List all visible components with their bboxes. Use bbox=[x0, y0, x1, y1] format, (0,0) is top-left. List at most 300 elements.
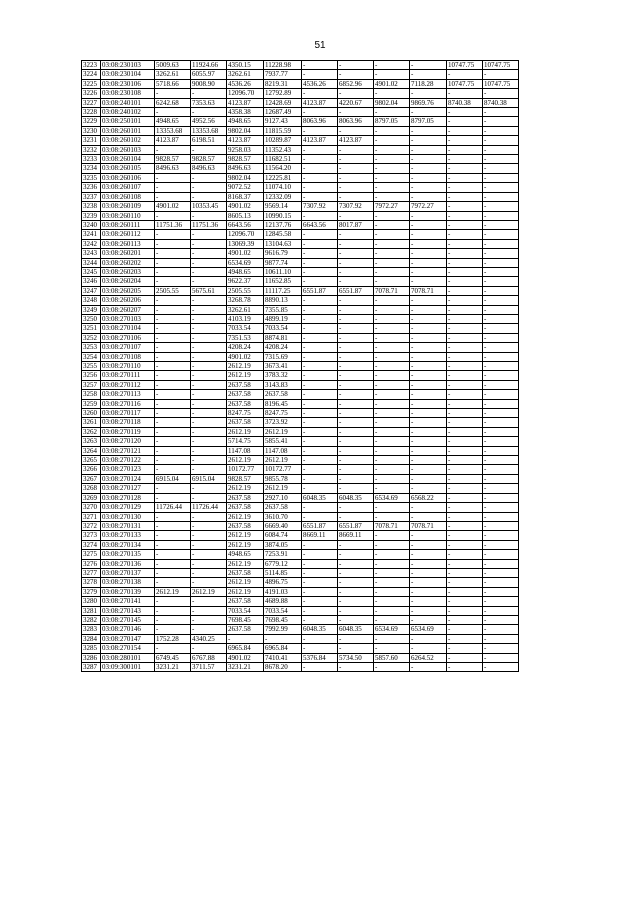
value-cell: - bbox=[155, 108, 191, 117]
value-cell: - bbox=[191, 568, 227, 577]
row-index-cell: 3243 bbox=[82, 249, 101, 258]
value-cell: 11682.51 bbox=[264, 155, 302, 164]
value-cell: - bbox=[191, 89, 227, 98]
table-row bbox=[82, 597, 519, 606]
value-cell: - bbox=[483, 474, 519, 483]
value-cell: - bbox=[374, 399, 410, 408]
value-cell: - bbox=[447, 653, 483, 662]
value-cell: 6915.04 bbox=[155, 474, 191, 483]
value-cell: 9258.03 bbox=[227, 145, 264, 154]
row-index-cell: 3275 bbox=[82, 550, 101, 559]
row-index-cell: 3257 bbox=[82, 380, 101, 389]
value-cell: 4536.26 bbox=[302, 79, 338, 88]
value-cell: 10172.77 bbox=[264, 465, 302, 474]
row-index-cell: 3287 bbox=[82, 663, 101, 672]
value-cell: - bbox=[447, 333, 483, 342]
table-row bbox=[82, 239, 519, 248]
value-cell: 1752.28 bbox=[155, 634, 191, 643]
table-row bbox=[82, 587, 519, 596]
value-cell: - bbox=[191, 314, 227, 323]
value-cell: - bbox=[447, 521, 483, 530]
value-cell: - bbox=[155, 380, 191, 389]
value-cell: - bbox=[338, 568, 374, 577]
row-index-cell: 3269 bbox=[82, 493, 101, 502]
value-cell: - bbox=[302, 634, 338, 643]
value-cell: - bbox=[302, 371, 338, 380]
table-body bbox=[82, 61, 519, 672]
value-cell: - bbox=[191, 267, 227, 276]
value-cell: 2612.19 bbox=[155, 587, 191, 596]
code-cell: 03:08:260110 bbox=[101, 211, 155, 220]
value-cell: - bbox=[483, 409, 519, 418]
value-cell: - bbox=[483, 211, 519, 220]
value-cell: - bbox=[374, 173, 410, 182]
value-cell: - bbox=[447, 578, 483, 587]
code-cell: 03:08:260203 bbox=[101, 267, 155, 276]
value-cell: 2612.19 bbox=[227, 559, 264, 568]
value-cell: - bbox=[374, 267, 410, 276]
value-cell: 6534.69 bbox=[410, 625, 447, 634]
value-cell: 3231.21 bbox=[155, 663, 191, 672]
value-cell: - bbox=[447, 380, 483, 389]
value-cell: 12332.09 bbox=[264, 192, 302, 201]
value-cell: - bbox=[302, 503, 338, 512]
table-row bbox=[82, 521, 519, 530]
value-cell: - bbox=[338, 634, 374, 643]
value-cell: - bbox=[155, 568, 191, 577]
code-cell: 03:08:270123 bbox=[101, 465, 155, 474]
table-row bbox=[82, 305, 519, 314]
value-cell: - bbox=[410, 230, 447, 239]
value-cell: 7033.54 bbox=[227, 324, 264, 333]
code-cell: 03:08:270127 bbox=[101, 484, 155, 493]
value-cell: - bbox=[155, 484, 191, 493]
value-cell: 5675.61 bbox=[191, 286, 227, 295]
value-cell: 9616.79 bbox=[264, 249, 302, 258]
value-cell: - bbox=[302, 474, 338, 483]
value-cell: - bbox=[374, 540, 410, 549]
value-cell: - bbox=[483, 418, 519, 427]
value-cell: - bbox=[374, 239, 410, 248]
row-index-cell: 3249 bbox=[82, 305, 101, 314]
value-cell: 8168.37 bbox=[227, 192, 264, 201]
table-row bbox=[82, 456, 519, 465]
code-cell: 03:08:270128 bbox=[101, 493, 155, 502]
row-index-cell: 3250 bbox=[82, 314, 101, 323]
value-cell: - bbox=[483, 192, 519, 201]
value-cell: - bbox=[483, 568, 519, 577]
value-cell: 9877.74 bbox=[264, 258, 302, 267]
value-cell: 2612.19 bbox=[264, 427, 302, 436]
code-cell: 03:08:270130 bbox=[101, 512, 155, 521]
value-cell: 10747.75 bbox=[447, 79, 483, 88]
row-index-cell: 3246 bbox=[82, 277, 101, 286]
code-cell: 03:08:270113 bbox=[101, 390, 155, 399]
value-cell: - bbox=[302, 578, 338, 587]
code-cell: 03:08:230106 bbox=[101, 79, 155, 88]
value-cell: 13353.68 bbox=[191, 126, 227, 135]
value-cell: - bbox=[374, 362, 410, 371]
value-cell: - bbox=[374, 305, 410, 314]
value-cell: 2612.19 bbox=[264, 484, 302, 493]
code-cell: 03:08:270106 bbox=[101, 333, 155, 342]
value-cell: - bbox=[155, 258, 191, 267]
value-cell: 5855.41 bbox=[264, 437, 302, 446]
value-cell: - bbox=[447, 418, 483, 427]
value-cell: - bbox=[338, 258, 374, 267]
value-cell: - bbox=[155, 559, 191, 568]
row-index-cell: 3261 bbox=[82, 418, 101, 427]
value-cell: - bbox=[338, 296, 374, 305]
value-cell: - bbox=[374, 352, 410, 361]
value-cell: 9828.57 bbox=[227, 155, 264, 164]
value-cell: - bbox=[410, 540, 447, 549]
value-cell: 2612.19 bbox=[227, 512, 264, 521]
value-cell: - bbox=[447, 437, 483, 446]
value-cell: 2612.19 bbox=[227, 484, 264, 493]
value-cell: - bbox=[410, 89, 447, 98]
value-cell: - bbox=[374, 578, 410, 587]
value-cell: - bbox=[483, 314, 519, 323]
row-index-cell: 3281 bbox=[82, 606, 101, 615]
value-cell: - bbox=[374, 136, 410, 145]
value-cell: - bbox=[338, 305, 374, 314]
value-cell: - bbox=[191, 239, 227, 248]
value-cell: - bbox=[338, 644, 374, 653]
value-cell: 9828.57 bbox=[227, 474, 264, 483]
code-cell: 03:08:270146 bbox=[101, 625, 155, 634]
value-cell: - bbox=[410, 587, 447, 596]
value-cell: - bbox=[410, 108, 447, 117]
value-cell: - bbox=[447, 108, 483, 117]
value-cell: - bbox=[338, 503, 374, 512]
value-cell: - bbox=[191, 493, 227, 502]
value-cell: - bbox=[374, 390, 410, 399]
value-cell: 12428.69 bbox=[264, 98, 302, 107]
value-cell: - bbox=[483, 437, 519, 446]
value-cell: 1147.08 bbox=[264, 446, 302, 455]
value-cell: - bbox=[302, 663, 338, 672]
value-cell: 9828.57 bbox=[155, 155, 191, 164]
row-index-cell: 3234 bbox=[82, 164, 101, 173]
value-cell: - bbox=[191, 550, 227, 559]
row-index-cell: 3260 bbox=[82, 409, 101, 418]
value-cell: - bbox=[483, 531, 519, 540]
value-cell: 11074.10 bbox=[264, 183, 302, 192]
value-cell: - bbox=[338, 164, 374, 173]
table-row bbox=[82, 446, 519, 455]
value-cell: - bbox=[374, 446, 410, 455]
value-cell: - bbox=[155, 89, 191, 98]
value-cell: 4123.87 bbox=[338, 136, 374, 145]
value-cell: - bbox=[447, 277, 483, 286]
value-cell: - bbox=[374, 371, 410, 380]
value-cell: - bbox=[155, 446, 191, 455]
row-index-cell: 3251 bbox=[82, 324, 101, 333]
table-row bbox=[82, 634, 519, 643]
value-cell: 2612.19 bbox=[227, 587, 264, 596]
value-cell: - bbox=[302, 606, 338, 615]
value-cell: - bbox=[302, 380, 338, 389]
row-index-cell: 3223 bbox=[82, 61, 101, 70]
value-cell: 6852.96 bbox=[338, 79, 374, 88]
table-row bbox=[82, 568, 519, 577]
value-cell: - bbox=[447, 145, 483, 154]
value-cell: - bbox=[410, 220, 447, 229]
value-cell: - bbox=[338, 155, 374, 164]
value-cell: - bbox=[374, 615, 410, 624]
value-cell: - bbox=[410, 296, 447, 305]
value-cell: - bbox=[410, 503, 447, 512]
value-cell: - bbox=[483, 164, 519, 173]
value-cell: - bbox=[302, 305, 338, 314]
value-cell: - bbox=[410, 173, 447, 182]
value-cell: - bbox=[338, 399, 374, 408]
value-cell: 11751.36 bbox=[155, 220, 191, 229]
code-cell: 03:08:270134 bbox=[101, 540, 155, 549]
value-cell: - bbox=[302, 267, 338, 276]
value-cell: - bbox=[447, 568, 483, 577]
table-row bbox=[82, 145, 519, 154]
value-cell: - bbox=[155, 296, 191, 305]
table-row bbox=[82, 663, 519, 672]
row-index-cell: 3263 bbox=[82, 437, 101, 446]
value-cell: - bbox=[191, 183, 227, 192]
value-cell: 4896.75 bbox=[264, 578, 302, 587]
row-index-cell: 3237 bbox=[82, 192, 101, 201]
value-cell: 8605.13 bbox=[227, 211, 264, 220]
row-index-cell: 3229 bbox=[82, 117, 101, 126]
value-cell: 4208.24 bbox=[227, 343, 264, 352]
value-cell: 10172.77 bbox=[227, 465, 264, 474]
value-cell: - bbox=[338, 465, 374, 474]
value-cell: - bbox=[302, 249, 338, 258]
table-row bbox=[82, 183, 519, 192]
table-row bbox=[82, 192, 519, 201]
value-cell: 4103.19 bbox=[227, 314, 264, 323]
value-cell: - bbox=[447, 343, 483, 352]
value-cell: - bbox=[338, 456, 374, 465]
value-cell: 9855.78 bbox=[264, 474, 302, 483]
value-cell: - bbox=[302, 615, 338, 624]
table-row bbox=[82, 108, 519, 117]
value-cell: 6915.04 bbox=[191, 474, 227, 483]
row-index-cell: 3270 bbox=[82, 503, 101, 512]
value-cell: - bbox=[155, 437, 191, 446]
row-index-cell: 3227 bbox=[82, 98, 101, 107]
value-cell: - bbox=[338, 324, 374, 333]
value-cell: 12792.89 bbox=[264, 89, 302, 98]
value-cell: 10747.75 bbox=[447, 61, 483, 70]
value-cell: 4901.02 bbox=[155, 202, 191, 211]
value-cell: - bbox=[483, 126, 519, 135]
value-cell: - bbox=[302, 550, 338, 559]
value-cell: - bbox=[447, 644, 483, 653]
value-cell: 10747.75 bbox=[483, 61, 519, 70]
value-cell: - bbox=[483, 108, 519, 117]
value-cell: - bbox=[483, 380, 519, 389]
value-cell: 7698.45 bbox=[264, 615, 302, 624]
value-cell: - bbox=[447, 305, 483, 314]
value-cell: - bbox=[483, 220, 519, 229]
value-cell: - bbox=[191, 427, 227, 436]
value-cell: - bbox=[374, 258, 410, 267]
value-cell: 8797.05 bbox=[410, 117, 447, 126]
value-cell: 4689.88 bbox=[264, 597, 302, 606]
value-cell: - bbox=[410, 239, 447, 248]
code-cell: 03:08:270136 bbox=[101, 559, 155, 568]
value-cell: - bbox=[338, 314, 374, 323]
value-cell: - bbox=[302, 362, 338, 371]
value-cell: - bbox=[374, 531, 410, 540]
value-cell: - bbox=[483, 89, 519, 98]
value-cell: - bbox=[264, 634, 302, 643]
code-cell: 03:08:270118 bbox=[101, 418, 155, 427]
row-index-cell: 3285 bbox=[82, 644, 101, 653]
value-cell: - bbox=[302, 456, 338, 465]
value-cell: - bbox=[483, 352, 519, 361]
value-cell: - bbox=[155, 465, 191, 474]
value-cell: 6779.12 bbox=[264, 559, 302, 568]
table-row bbox=[82, 164, 519, 173]
value-cell: - bbox=[374, 314, 410, 323]
table-row bbox=[82, 484, 519, 493]
value-cell: - bbox=[483, 362, 519, 371]
value-cell: - bbox=[155, 183, 191, 192]
value-cell: - bbox=[483, 427, 519, 436]
value-cell: 9008.90 bbox=[191, 79, 227, 88]
row-index-cell: 3286 bbox=[82, 653, 101, 662]
value-cell: 7972.27 bbox=[374, 202, 410, 211]
value-cell: - bbox=[483, 587, 519, 596]
value-cell: - bbox=[410, 399, 447, 408]
value-cell: - bbox=[302, 230, 338, 239]
value-cell: - bbox=[374, 324, 410, 333]
value-cell: - bbox=[191, 531, 227, 540]
row-index-cell: 3276 bbox=[82, 559, 101, 568]
value-cell: - bbox=[302, 314, 338, 323]
value-cell: - bbox=[410, 512, 447, 521]
value-cell: - bbox=[447, 239, 483, 248]
value-cell: - bbox=[483, 155, 519, 164]
table-row bbox=[82, 286, 519, 295]
row-index-cell: 3282 bbox=[82, 615, 101, 624]
value-cell: 4358.38 bbox=[227, 108, 264, 117]
value-cell: - bbox=[155, 540, 191, 549]
value-cell: 13353.68 bbox=[155, 126, 191, 135]
value-cell: 1147.08 bbox=[227, 446, 264, 455]
row-index-cell: 3284 bbox=[82, 634, 101, 643]
value-cell: - bbox=[374, 559, 410, 568]
value-cell: 7698.45 bbox=[227, 615, 264, 624]
value-cell: - bbox=[483, 493, 519, 502]
value-cell: - bbox=[410, 474, 447, 483]
value-cell: - bbox=[155, 390, 191, 399]
table-row bbox=[82, 324, 519, 333]
value-cell: - bbox=[302, 333, 338, 342]
row-index-cell: 3253 bbox=[82, 343, 101, 352]
value-cell: 7307.92 bbox=[338, 202, 374, 211]
value-cell: 11726.44 bbox=[155, 503, 191, 512]
value-cell: - bbox=[155, 277, 191, 286]
code-cell: 03:08:270120 bbox=[101, 437, 155, 446]
value-cell: - bbox=[338, 663, 374, 672]
value-cell: - bbox=[374, 155, 410, 164]
code-cell: 03:08:260105 bbox=[101, 164, 155, 173]
value-cell: - bbox=[338, 540, 374, 549]
table-row bbox=[82, 615, 519, 624]
value-cell: - bbox=[191, 324, 227, 333]
value-cell: - bbox=[338, 192, 374, 201]
code-cell: 03:08:270116 bbox=[101, 399, 155, 408]
table-row bbox=[82, 314, 519, 323]
code-cell: 03:08:270154 bbox=[101, 644, 155, 653]
value-cell: - bbox=[374, 456, 410, 465]
value-cell: - bbox=[191, 625, 227, 634]
value-cell: - bbox=[338, 61, 374, 70]
value-cell: 3231.21 bbox=[227, 663, 264, 672]
value-cell: - bbox=[410, 305, 447, 314]
value-cell: 9869.76 bbox=[410, 98, 447, 107]
code-cell: 03:08:270138 bbox=[101, 578, 155, 587]
value-cell: 4901.02 bbox=[227, 249, 264, 258]
value-cell: - bbox=[410, 409, 447, 418]
value-cell: - bbox=[155, 550, 191, 559]
value-cell: 4123.87 bbox=[227, 98, 264, 107]
value-cell: - bbox=[338, 409, 374, 418]
row-index-cell: 3255 bbox=[82, 362, 101, 371]
row-index-cell: 3283 bbox=[82, 625, 101, 634]
row-index-cell: 3231 bbox=[82, 136, 101, 145]
value-cell: - bbox=[447, 183, 483, 192]
code-cell: 03:08:270143 bbox=[101, 606, 155, 615]
value-cell: - bbox=[338, 371, 374, 380]
value-cell: 6643.56 bbox=[227, 220, 264, 229]
value-cell: 6048.35 bbox=[338, 493, 374, 502]
value-cell: - bbox=[483, 540, 519, 549]
code-cell: 03:08:260111 bbox=[101, 220, 155, 229]
value-cell: - bbox=[483, 653, 519, 662]
value-cell: - bbox=[483, 446, 519, 455]
value-cell: 6551.87 bbox=[338, 521, 374, 530]
value-cell: - bbox=[155, 371, 191, 380]
row-index-cell: 3245 bbox=[82, 267, 101, 276]
value-cell: - bbox=[302, 409, 338, 418]
row-index-cell: 3248 bbox=[82, 296, 101, 305]
value-cell: - bbox=[483, 183, 519, 192]
value-cell: - bbox=[374, 211, 410, 220]
value-cell: - bbox=[483, 333, 519, 342]
value-cell: 7307.92 bbox=[302, 202, 338, 211]
row-index-cell: 3242 bbox=[82, 239, 101, 248]
value-cell: - bbox=[410, 606, 447, 615]
value-cell: 12137.76 bbox=[264, 220, 302, 229]
row-index-cell: 3228 bbox=[82, 108, 101, 117]
value-cell: - bbox=[483, 597, 519, 606]
value-cell: - bbox=[155, 521, 191, 530]
value-cell: 8740.38 bbox=[483, 98, 519, 107]
value-cell: - bbox=[374, 606, 410, 615]
code-cell: 03:08:260103 bbox=[101, 145, 155, 154]
code-cell: 03:08:270131 bbox=[101, 521, 155, 530]
value-cell: - bbox=[447, 615, 483, 624]
value-cell: 8219.31 bbox=[264, 79, 302, 88]
value-cell: - bbox=[374, 663, 410, 672]
value-cell: 6048.35 bbox=[302, 625, 338, 634]
code-cell: 03:08:240102 bbox=[101, 108, 155, 117]
table-row bbox=[82, 606, 519, 615]
table-row bbox=[82, 117, 519, 126]
